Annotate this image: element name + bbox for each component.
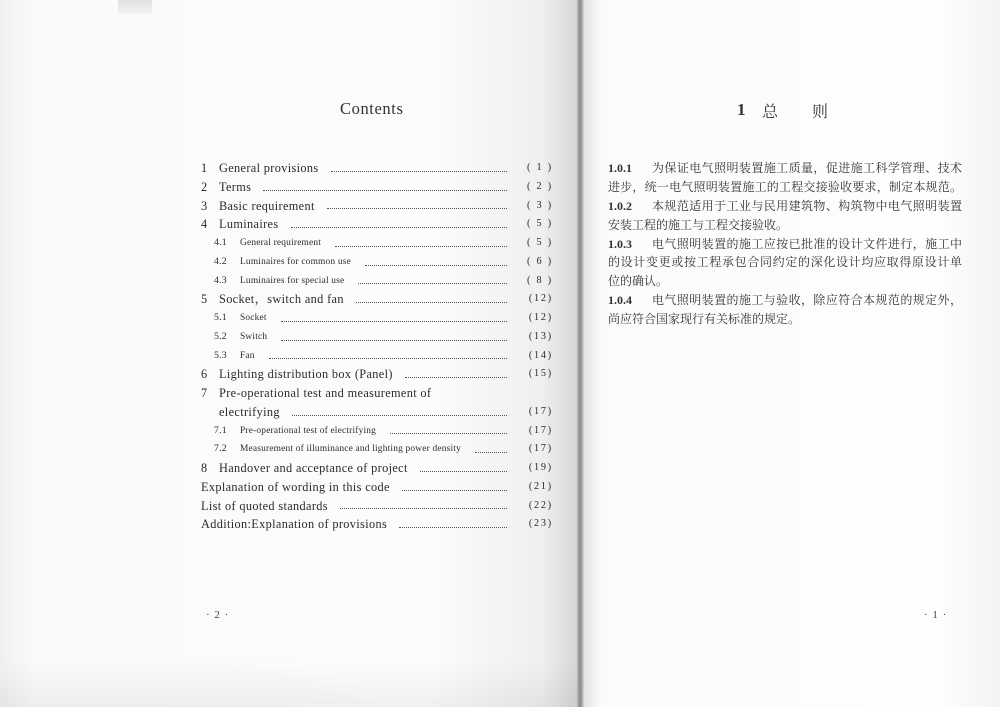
toc-entry-title: Addition:Explanation of provisions: [201, 517, 388, 532]
toc-entry-number: 7.1: [214, 424, 227, 436]
toc-entry-page: ( 5 ): [527, 218, 553, 230]
toc-entry-continuation: [201, 403, 553, 422]
toc-entry-number: 7: [201, 386, 208, 400]
toc-entry: [201, 290, 553, 309]
toc-entry: [201, 178, 553, 197]
dot-leader: [356, 302, 507, 303]
toc-entry-appendix: [201, 478, 553, 497]
dot-leader: [358, 283, 507, 284]
toc-entry-page: ( 3 ): [527, 199, 553, 211]
toc-entry-number: 1: [201, 161, 208, 175]
toc-subentry: [201, 309, 553, 328]
clause-text: 的设计变更或按工程承包合同约定的深化设计均应取得原设计单: [608, 255, 962, 270]
toc-subentry: [201, 347, 553, 366]
dot-leader: [327, 208, 507, 209]
scan-mark: [118, 0, 152, 14]
toc-entry-title: List of quoted standards: [201, 498, 328, 513]
toc-entry-number: 5.3: [214, 349, 227, 361]
toc-entry-title: Luminaires for special use: [240, 275, 345, 286]
toc-entry-title: General requirement: [240, 238, 322, 248]
clause-number: 1.0.2: [608, 198, 632, 213]
clause-text: 尚应符合国家现行有关标准的规定。: [608, 312, 801, 327]
chapter-title: 总则: [762, 102, 863, 121]
toc-subentry: [201, 253, 553, 272]
toc-entry-number: 5.2: [214, 330, 227, 342]
toc-entry-title: Lighting distribution box (Panel): [219, 367, 393, 382]
toc-entry-number: 5.1: [214, 312, 227, 323]
toc-entry-title: Pre-operational test and measurement of: [219, 386, 432, 400]
toc-entry-page: (13): [528, 330, 553, 342]
toc-entry-title: Socket: [240, 313, 267, 323]
dot-leader: [402, 490, 507, 491]
toc-entry-number: 4.3: [214, 274, 227, 286]
toc-entry-title: General provisions: [219, 161, 319, 175]
toc-entry-title: Handover and acceptance of project: [219, 461, 408, 475]
clause-text: 位的确认。: [608, 274, 669, 289]
chapter-number: 1: [737, 100, 746, 119]
clause-text: 电气照明装置的施工应按已批准的设计文件进行，施工中: [652, 236, 962, 251]
toc-entry-title: Terms: [219, 179, 252, 194]
toc-entry-number: 7.2: [214, 443, 227, 455]
toc-entry-title: Basic requirement: [219, 198, 315, 213]
toc-entry-number: 4.2: [214, 255, 227, 267]
clause-line: [608, 291, 962, 310]
chapter-body: [608, 159, 962, 329]
dot-leader: [390, 433, 507, 434]
toc-entry-appendix: [201, 515, 553, 534]
dot-leader: [405, 377, 507, 378]
toc-entry-page: (23): [528, 518, 553, 530]
clause-text: 电气照明装置的施工与验收，除应符合本规范的规定外，: [652, 293, 962, 308]
toc-entry-page: ( 8 ): [527, 274, 553, 286]
toc-entry-number: 6: [201, 367, 208, 382]
clause-line: [608, 197, 962, 216]
toc-entry-page: (17): [528, 405, 553, 417]
clause-number: 1.0.4: [608, 293, 632, 308]
clause-line: [608, 235, 962, 254]
toc-entry-page: ( 1 ): [527, 162, 553, 173]
toc-entry-page: (19): [528, 462, 553, 473]
contents-title: Contents: [340, 99, 404, 118]
toc-entry-title: Luminaires: [219, 217, 279, 232]
toc-entry-number: 2: [201, 179, 208, 194]
toc-entry-title: Explanation of wording in this code: [201, 479, 390, 494]
page-shadow: [0, 660, 577, 707]
dot-leader: [292, 415, 507, 416]
toc-entry-title: Pre-operational test of electrifying: [240, 425, 377, 436]
toc-entry-number: 4.1: [214, 237, 227, 248]
toc-entry-title: Luminaires for common use: [240, 256, 351, 267]
clause-text: 本规范适用于工业与民用建筑物、构筑物中电气照明装置: [652, 198, 962, 213]
toc-entry-number: 3: [201, 198, 208, 213]
toc-entry-page: (12): [528, 312, 553, 323]
toc-entry-page: (17): [528, 443, 553, 455]
toc-entry-appendix: [201, 497, 553, 516]
dot-leader: [263, 190, 507, 191]
toc-entry-number: 4: [201, 217, 208, 232]
toc-entry: [201, 159, 553, 178]
dot-leader: [281, 321, 507, 322]
toc-entry-page: (14): [528, 349, 553, 361]
toc-entry: [201, 459, 553, 478]
dot-leader: [335, 246, 507, 247]
dot-leader: [340, 508, 507, 509]
clause-text: 为保证电气照明装置施工质量，促进施工科学管理、技术: [652, 161, 962, 175]
dot-leader: [475, 452, 507, 453]
clause-number: 1.0.3: [608, 236, 632, 251]
toc-entry-page: ( 5 ): [527, 237, 553, 248]
toc-entry-page: (17): [528, 424, 553, 436]
toc-entry-page: ( 2 ): [527, 180, 553, 192]
toc-entry-title: Socket，switch and fan: [219, 292, 344, 307]
toc-subentry: [201, 272, 553, 291]
dot-leader: [331, 171, 507, 172]
table-of-contents: [201, 159, 553, 534]
toc-entry-page: (12): [528, 293, 553, 305]
clause-number: 1.0.1: [608, 161, 632, 175]
clause-text: 进步，统一电气照明装置施工的工程交接验收要求，制定本规范。: [608, 179, 962, 194]
toc-entry: [201, 384, 553, 403]
toc-entry-page: ( 6 ): [527, 255, 553, 267]
toc-subentry: [201, 328, 553, 347]
clause-line: [608, 159, 962, 178]
dot-leader: [365, 265, 507, 266]
toc-entry-page: (22): [528, 499, 553, 511]
toc-entry-page: (21): [528, 480, 553, 492]
dot-leader: [291, 227, 507, 228]
clause-text: 安装工程的施工与工程交接验收。: [608, 217, 789, 232]
dot-leader: [269, 358, 507, 359]
toc-entry: [201, 365, 553, 384]
book-spine: [577, 0, 584, 707]
toc-entry-title: Fan: [240, 350, 255, 361]
toc-entry: [201, 215, 553, 234]
toc-entry-number: 5: [201, 292, 208, 307]
page-number-right: · 1 ·: [924, 609, 948, 621]
toc-entry-title: Switch: [240, 331, 268, 342]
toc-entry-title: electrifying: [219, 404, 280, 419]
dot-leader: [399, 527, 507, 528]
toc-entry: [201, 197, 553, 216]
toc-subentry: [201, 440, 553, 459]
toc-entry-number: 8: [201, 461, 208, 475]
toc-subentry: [201, 422, 553, 441]
toc-entry-title: Measurement of illuminance and lighting power density: [240, 444, 461, 455]
dot-leader: [281, 340, 507, 341]
toc-entry-page: (15): [528, 368, 553, 380]
dot-leader: [420, 471, 507, 472]
toc-subentry: [201, 234, 553, 253]
page-number-left: · 2 ·: [206, 609, 230, 621]
